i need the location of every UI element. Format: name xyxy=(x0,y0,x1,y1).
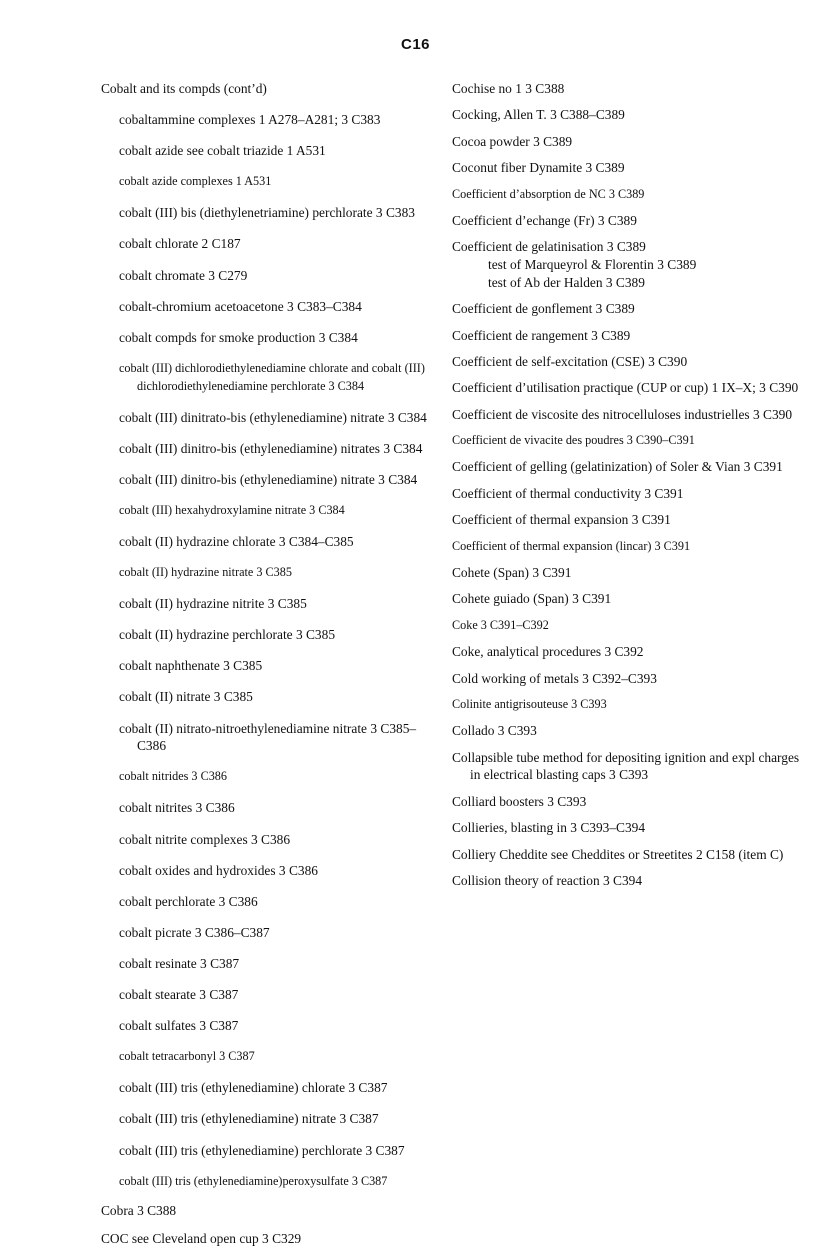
index-subentry: cobalt (II) hydrazine nitrite 3 C385 xyxy=(119,596,307,612)
index-subentry: cobalt azide see cobalt triazide 1 A531 xyxy=(119,143,326,159)
index-entry: Coefficient of gelling (gelatinization) of Soler & Vian 3 C391 xyxy=(452,459,783,475)
index-entry: Coconut fiber Dynamite 3 C389 xyxy=(452,160,625,176)
index-subentry: cobalt (II) hydrazine chlorate 3 C384–C385 xyxy=(119,534,354,550)
index-entry: COC see Cleveland open cup 3 C329 xyxy=(101,1231,302,1247)
index-subentry: cobalt (II) nitrato-nitroethylenediamine nitrate 3 C385–C386 xyxy=(119,720,417,754)
index-subentry: cobalt nitrides 3 C386 xyxy=(119,769,227,784)
index-subentry: cobaltammine complexes 1 A278–A281; 3 C383 xyxy=(119,112,381,128)
index-entry: Coefficient d’utilisation practique (CUP or cup) 1 IX–X; 3 C390 xyxy=(452,380,799,396)
index-entry: Collision theory of reaction 3 C394 xyxy=(452,873,643,889)
index-subentry: cobalt (II) nitrate 3 C385 xyxy=(119,689,253,705)
index-subentry: test of Ab der Halden 3 C389 xyxy=(488,274,645,290)
index-subentry: test of Marqueyrol & Florentin 3 C389 xyxy=(488,257,697,273)
index-subentry: cobalt (III) dinitro-bis (ethylenediamine) nitrate 3 C384 xyxy=(119,471,418,487)
index-entry: Cold working of metals 3 C392–C393 xyxy=(452,670,657,686)
index-subentry: cobalt (III) tris (ethylenediamine) perchlorate 3 C387 xyxy=(119,1142,405,1158)
index-heading: Cobalt and its compds (cont’d) xyxy=(101,81,267,96)
index-subentry: cobalt (III) bis (diethylenetriamine) perchlorate 3 C383 xyxy=(119,205,415,221)
index-subentry: cobalt perchlorate 3 C386 xyxy=(119,893,258,909)
index-subentry: cobalt nitrites 3 C386 xyxy=(119,800,235,816)
index-subentry: cobalt compds for smoke production 3 C384 xyxy=(119,329,358,345)
index-subentry: cobalt picrate 3 C386–C387 xyxy=(119,924,270,940)
index-subentry: cobalt (III) tris (ethylenediamine) nitrate 3 C387 xyxy=(119,1111,379,1127)
index-entry: Cocoa powder 3 C389 xyxy=(452,133,573,149)
index-subentry: cobalt chlorate 2 C187 xyxy=(119,236,241,252)
index-entry: Cochise no 1 3 C388 xyxy=(452,81,565,96)
index-column-left xyxy=(101,80,431,1248)
index-entry: Cocking, Allen T. 3 C388–C389 xyxy=(452,107,625,123)
index-entry: Collieries, blasting in 3 C393–C394 xyxy=(452,820,646,836)
index-entry: Colliery Cheddite see Cheddites or Streetites 2 C158 (item C) xyxy=(452,846,784,862)
index-entry: Coke 3 C391–C392 xyxy=(452,617,549,632)
index-entry: Coefficient d’echange (Fr) 3 C389 xyxy=(452,212,637,228)
index-entry: Coefficient de viscosite des nitrocelluloses industrielles 3 C390 xyxy=(452,406,793,422)
index-subentry: cobalt (III) dinitrato-bis (ethylenediamine) nitrate 3 C384 xyxy=(119,409,427,425)
index-entry: Coefficient d’absorption de NC 3 C389 xyxy=(452,186,645,201)
index-entry: Coefficient of thermal expansion 3 C391 xyxy=(452,512,671,528)
index-entry: Coke, analytical procedures 3 C392 xyxy=(452,644,644,660)
index-entry-group xyxy=(452,238,802,291)
index-entry: Colliard boosters 3 C393 xyxy=(452,793,587,809)
index-entry: Coefficient de gonflement 3 C389 xyxy=(452,301,635,317)
index-entry: Cohete guiado (Span) 3 C391 xyxy=(452,591,612,607)
index-subentry: cobalt (III) tris (ethylenediamine) chlorate 3 C387 xyxy=(119,1080,388,1096)
index-entry: Collado 3 C393 xyxy=(452,723,537,739)
index-subentry: cobalt nitrite complexes 3 C386 xyxy=(119,831,291,847)
index-subentry: cobalt (III) dichlorodiethylenediamine chlorate and cobalt (III) dichlorodiethylenediamine perchlorate 3 C384 xyxy=(119,360,425,393)
index-subentry: cobalt azide complexes 1 A531 xyxy=(119,174,272,189)
index-subentry: cobalt (II) hydrazine perchlorate 3 C385 xyxy=(119,627,336,643)
index-subentry: cobalt (III) dinitro-bis (ethylenediamine) nitrates 3 C384 xyxy=(119,440,423,456)
index-subentry: cobalt (II) hydrazine nitrate 3 C385 xyxy=(119,565,292,580)
index-subentry: cobalt chromate 3 C279 xyxy=(119,267,248,283)
index-entry: Coefficient de self-excitation (CSE) 3 C390 xyxy=(452,353,688,369)
index-entry: Coefficient de rangement 3 C389 xyxy=(452,327,631,343)
index-subentry: cobalt resinate 3 C387 xyxy=(119,955,240,971)
index-entry: Colinite antigrisouteuse 3 C393 xyxy=(452,697,607,711)
index-subentry: cobalt oxides and hydroxides 3 C386 xyxy=(119,862,318,878)
index-subentry: cobalt-chromium acetoacetone 3 C383–C384 xyxy=(119,298,362,314)
index-subentry: cobalt (III) tris (ethylenediamine)peroxysulfate 3 C387 xyxy=(119,1173,388,1188)
index-entry: Cobra 3 C388 xyxy=(101,1203,177,1219)
index-subentry: cobalt (III) hexahydroxylamine nitrate 3 C384 xyxy=(119,502,345,517)
index-entry: Coefficient of thermal conductivity 3 C391 xyxy=(452,485,684,501)
index-subentry: cobalt naphthenate 3 C385 xyxy=(119,658,263,674)
index-column-right xyxy=(452,80,802,898)
page-number: C16 xyxy=(400,36,431,53)
index-subentry: cobalt tetracarbonyl 3 C387 xyxy=(119,1049,255,1064)
index-subentry: cobalt sulfates 3 C387 xyxy=(119,1018,239,1034)
index-entry: Coefficient de vivacite des poudres 3 C390–C391 xyxy=(452,433,695,448)
index-entry: Coefficient de gelatinisation 3 C389 xyxy=(452,239,646,255)
index-entry: Cohete (Span) 3 C391 xyxy=(452,565,572,581)
index-subentry: cobalt stearate 3 C387 xyxy=(119,987,239,1003)
index-entry: Collapsible tube method for depositing ignition and expl charges in electrical blasting caps 3 C393 xyxy=(452,749,800,783)
index-entry: Coefficient of thermal expansion (lincar) 3 C391 xyxy=(452,538,691,553)
